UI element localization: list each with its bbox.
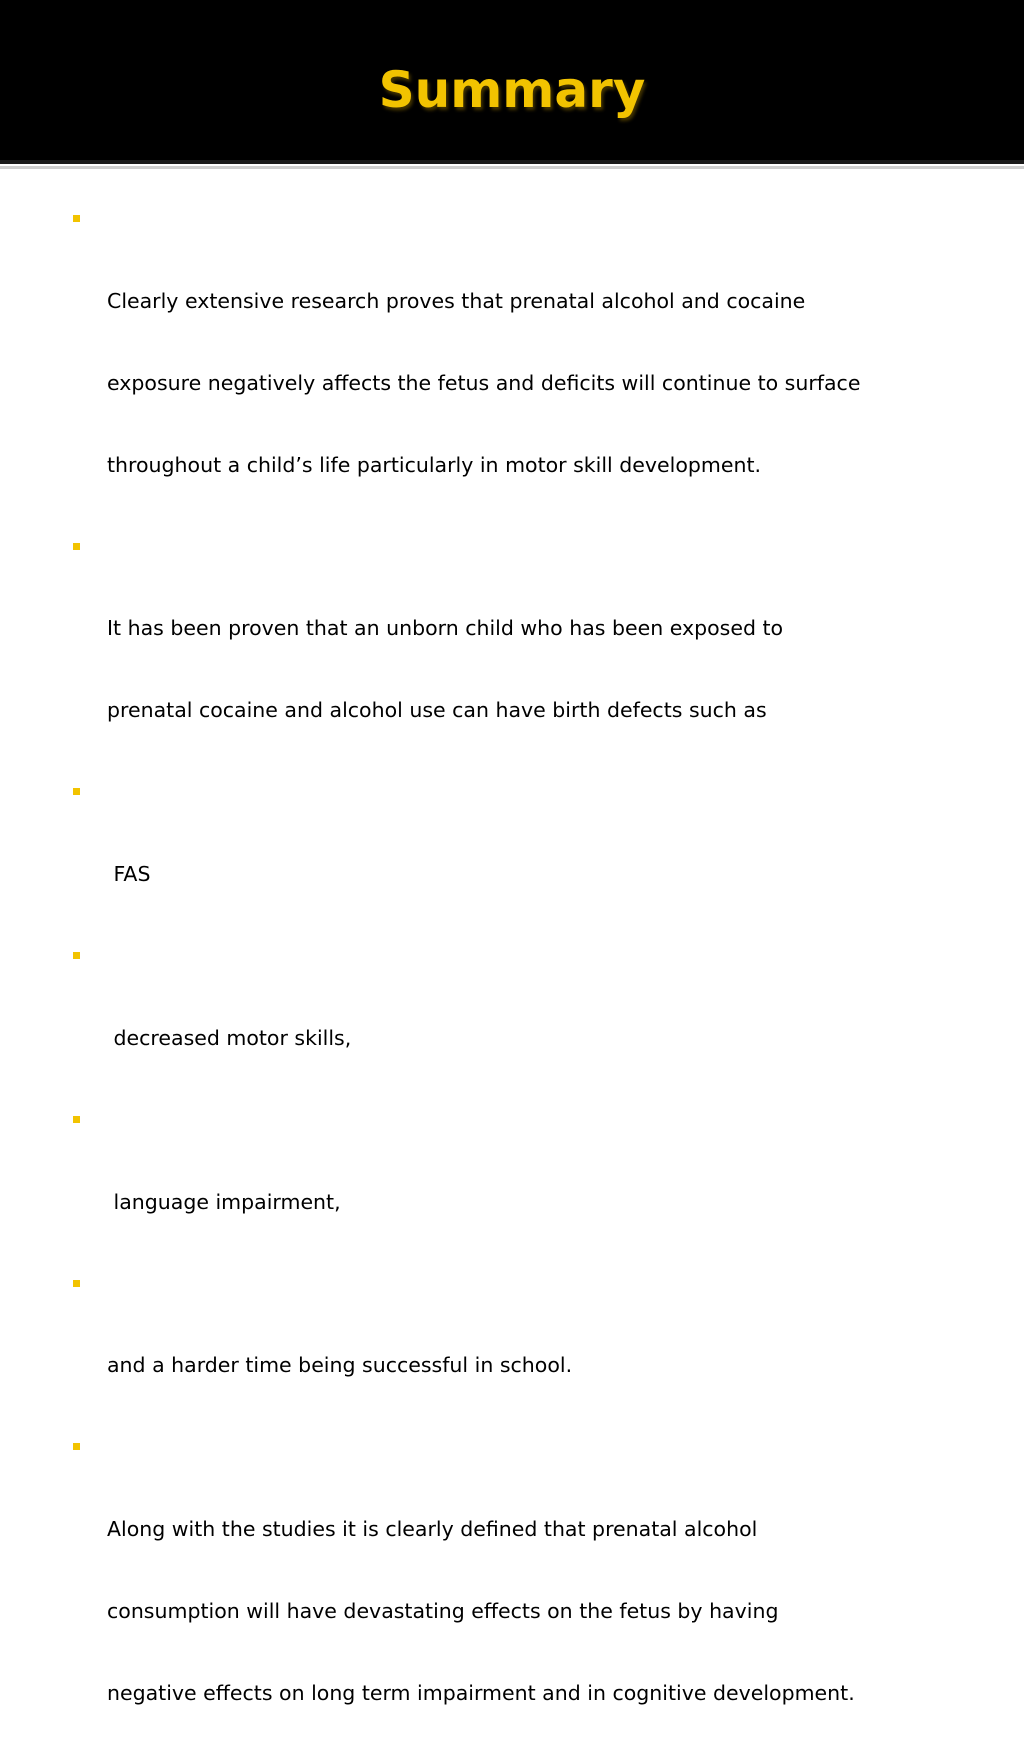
bullet-item xyxy=(72,779,972,943)
bullet-line: consumption will have devastating effects on the fetus by having xyxy=(107,1599,779,1624)
bullet-line: prenatal cocaine and alcohol use can have birth defects such as xyxy=(107,698,767,723)
bullet-line: exposure negatively affects the fetus and deficits will continue to surface xyxy=(107,370,861,395)
title-divider-shadow xyxy=(0,166,1024,169)
square-bullet-icon xyxy=(73,1443,80,1450)
square-bullet-icon xyxy=(73,952,80,959)
title-divider xyxy=(0,160,1024,164)
bullet-line: throughout a child’s life particularly in motor skill development. xyxy=(107,452,762,477)
bullet-line: It has been proven that an unborn child who has been exposed to xyxy=(107,616,784,641)
bullet-line: language impairment, xyxy=(107,1189,341,1214)
bullet-item xyxy=(72,943,972,1107)
bullet-line: FAS xyxy=(107,862,151,887)
bullet-line: Along with the studies it is clearly defined that prenatal alcohol xyxy=(107,1517,758,1542)
square-bullet-icon xyxy=(73,543,80,550)
square-bullet-icon xyxy=(73,788,80,795)
bullet-list xyxy=(72,206,972,1762)
square-bullet-icon xyxy=(73,215,80,222)
bullet-item xyxy=(72,1271,972,1435)
bullet-line: Clearly extensive research proves that prenatal alcohol and cocaine xyxy=(107,288,806,313)
bullet-item xyxy=(72,1107,972,1271)
square-bullet-icon xyxy=(73,1280,80,1287)
bullet-line: decreased motor skills, xyxy=(107,1025,352,1050)
square-bullet-icon xyxy=(73,1116,80,1123)
title-band xyxy=(0,0,1024,160)
bullet-line: and a harder time being successful in school. xyxy=(107,1353,573,1378)
bullet-item xyxy=(72,534,972,780)
bullet-item xyxy=(72,1434,972,1762)
bullet-line: negative effects on long term impairment and in cognitive development. xyxy=(107,1681,855,1706)
slide-title: Summary xyxy=(378,61,646,119)
bullet-item xyxy=(72,206,972,534)
